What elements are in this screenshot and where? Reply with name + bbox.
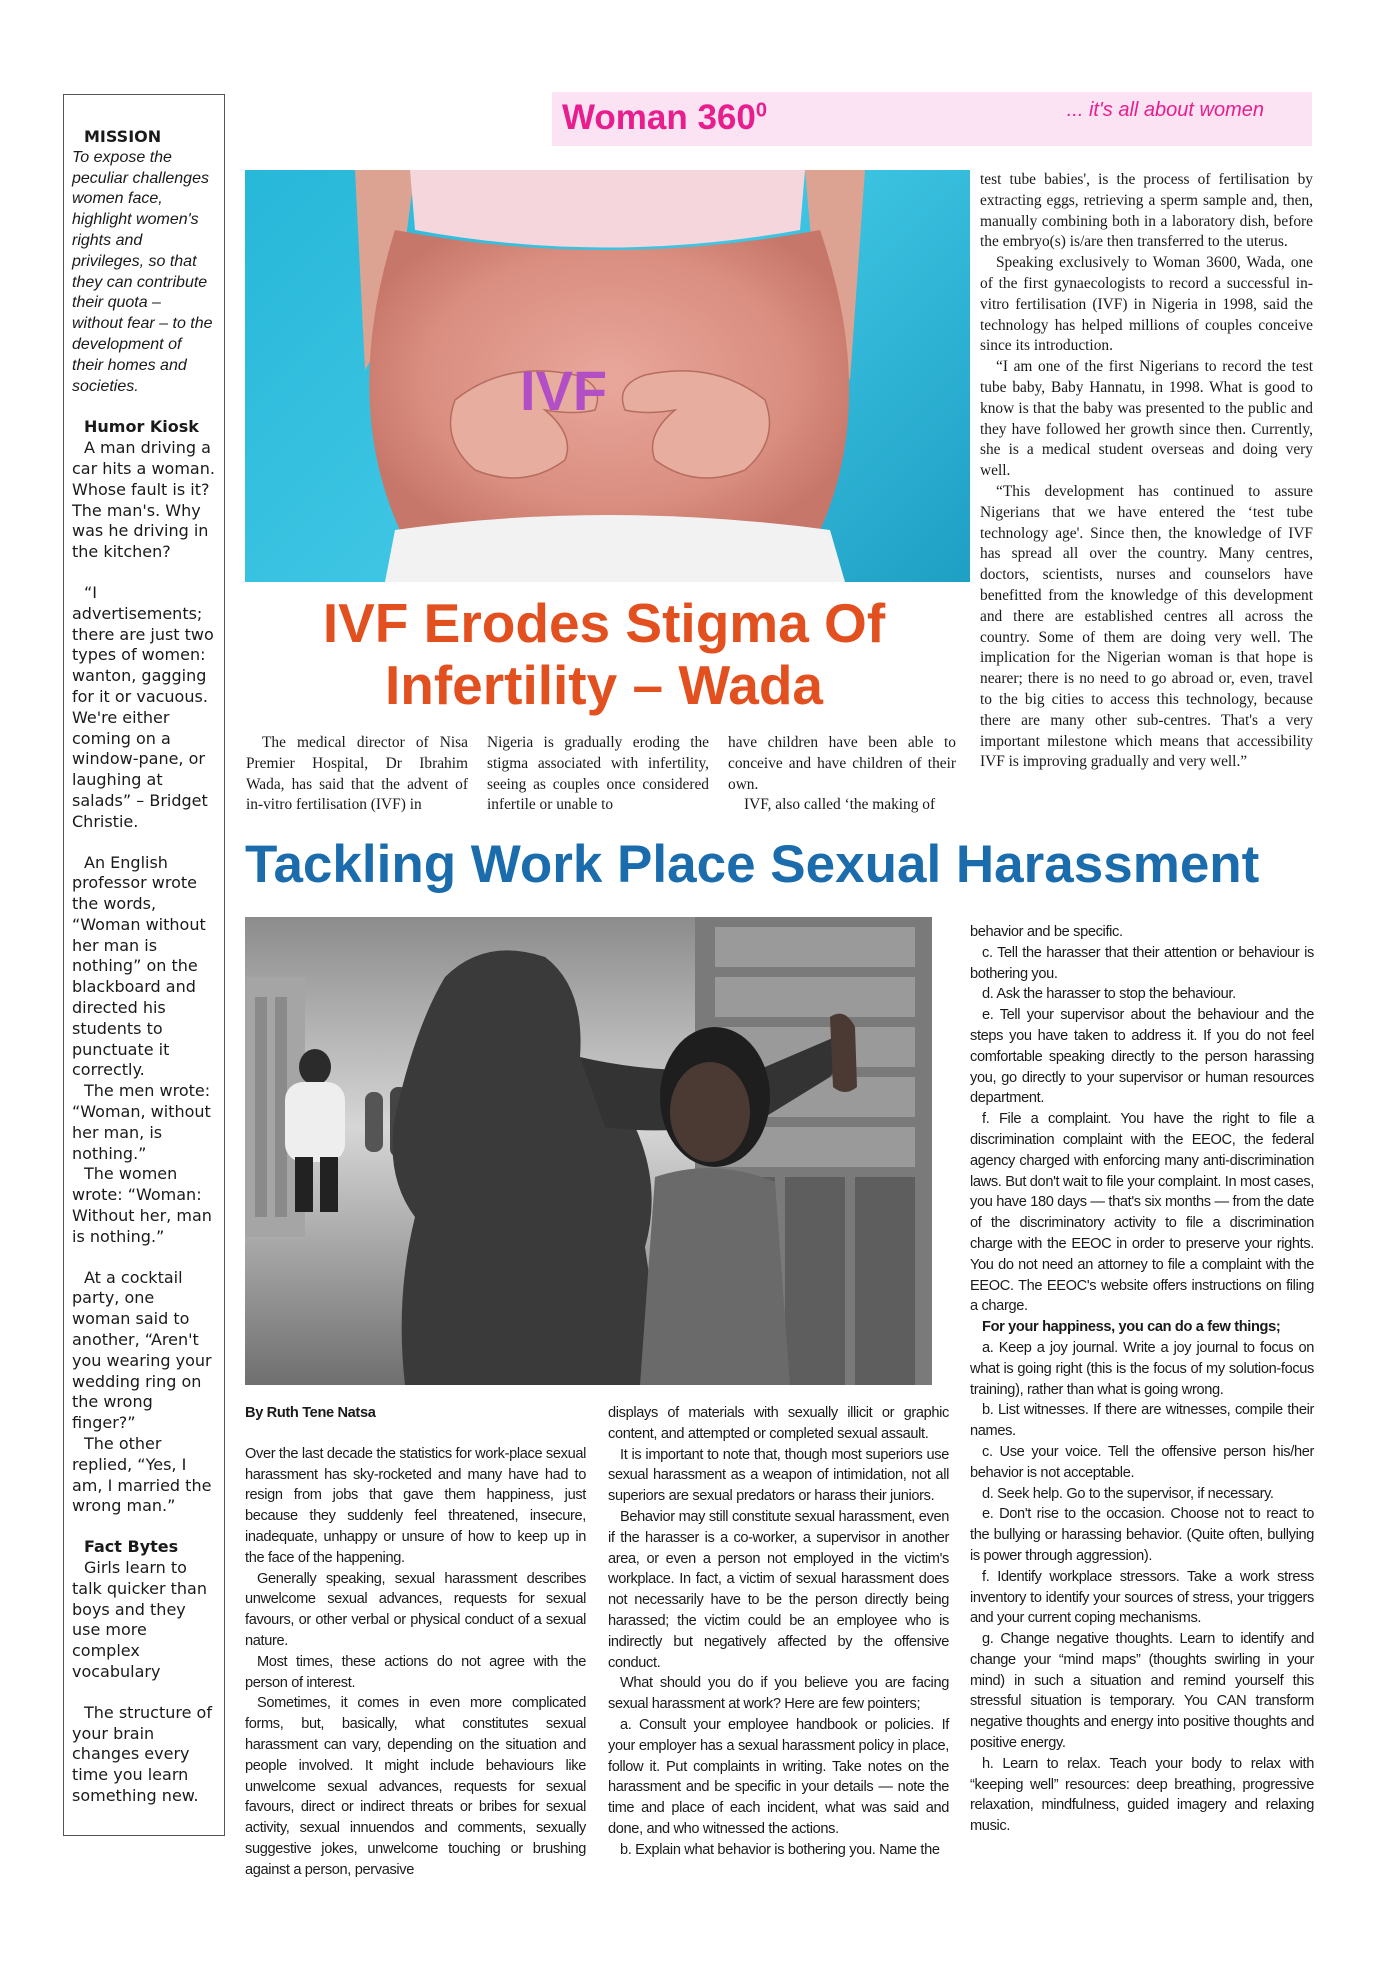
- harassment-paragraph: a. Keep a joy journal. Write a joy journal to focus on what is going right (this is the focus of my solution-focus training), rather than what is going wrong.: [970, 1339, 1314, 1398]
- harassment-subheading: For your happiness, you can do a few things;: [982, 1319, 1281, 1336]
- harassment-paragraph: Over the last decade the statistics for work-place sexual harassment has sky-rocketed and many have had to resign from jobs that gave them happiness, just because they suddenly feel threatened, insecure, inadequate, unhappy or unsure of how to keep up in the face of the happening.: [245, 1445, 587, 1566]
- ivf-column-1: [246, 733, 468, 816]
- harassment-paragraph: e. Tell your supervisor about the behaviour and the steps you have taken to address it. If you do not feel comfortable speaking directly to the person harassing you, go directly to your supervisor or human resources department.: [970, 1007, 1314, 1107]
- harassment-photo-illustration: [245, 917, 932, 1385]
- fact-bytes-heading: Fact Bytes: [84, 1537, 179, 1557]
- mission-text: To expose the peculiar challenges women face, highlight women's rights and privileges, so that they can contribute their quota – without fear – to the development of their homes and societies.: [72, 148, 213, 395]
- harassment-paragraph: It is important to note that, though most superiors use sexual harassment as a weapon of intimidation, not all superiors are sexual predators or harass their juniors.: [608, 1446, 949, 1505]
- fact-2: The structure of your brain changes every time you learn something new.: [72, 1702, 212, 1805]
- ivf-paragraph: The medical director of Nisa Premier Hospital, Dr Ibrahim Wada, has said that the advent of in-vitro fertilisation (IVF) in: [246, 734, 468, 814]
- ivf-column-4: [980, 170, 1313, 773]
- humor-joke-4-reply: The other replied, “Yes, I am, I married the wrong man.”: [72, 1434, 212, 1516]
- harassment-paragraph: Most times, these actions do not agree with the person of interest.: [245, 1653, 586, 1691]
- section-title: Woman $360^0$: [562, 98, 767, 137]
- section-tagline: ... it's all about women: [1066, 99, 1264, 121]
- humor-kiosk-heading: Humor Kiosk: [84, 417, 199, 437]
- ivf-headline: IVF Erodes Stigma Of Infertility – Wada: [322, 592, 886, 716]
- harassment-paragraph: g. Change negative thoughts. Learn to identify and change your “mind maps” (thoughts swirling in your mind) in such a situation and remind yourself this stressful situation is temporary. You CAN transform negative thoughts and energy into positive thoughts and positive energy.: [970, 1631, 1314, 1752]
- ivf-photo-illustration: [245, 170, 970, 582]
- harassment-paragraph: d. Seek help. Go to the supervisor, if necessary.: [982, 1485, 1274, 1502]
- ivf-paragraph: Nigeria is gradually eroding the stigma associated with infertility, seeing as couples once considered infertile or unable to: [487, 734, 709, 814]
- humor-joke-1: A man driving a car hits a woman. Whose fault is it? The man's. Why was he driving in the kitchen?: [72, 438, 215, 562]
- ivf-column-3: [728, 733, 956, 816]
- ivf-paragraph: IVF, also called ‘the making of: [744, 796, 936, 814]
- ivf-paragraph: test tube babies', is the process of fertilisation by extracting eggs, retrieving a sperm sample and, then, manually combining both in a laboratory dish, before the embryo(s) is/are then transferred to the uterus.: [980, 171, 1313, 251]
- harassment-paragraph: b. List witnesses. If there are witnesses, compile their names.: [970, 1402, 1314, 1440]
- mission-heading: MISSION: [84, 127, 162, 146]
- harassment-paragraph: Generally speaking, sexual harassment describes unwelcome sexual advances, requests for sexual favours, or other verbal or physical conduct of a sexual nature.: [245, 1570, 586, 1649]
- harassment-paragraph: d. Ask the harasser to stop the behaviour.: [982, 986, 1236, 1003]
- harassment-hallway-photo: [245, 917, 932, 1385]
- harassment-paragraph: h. Learn to relax. Teach your body to relax with “keeping well” resources: deep breathing, progressive relaxation, mindfulness, guided imagery and relaxing music.: [970, 1755, 1314, 1835]
- ivf-paragraph: “I am one of the first Nigerians to record the test tube baby, Baby Hannatu, in 1998. What is good to know is that the baby was presented to the public and they have followed her growth since then. Currently, she is a medical student overseas and doing very well.: [980, 358, 1313, 480]
- ivf-column-2: [487, 733, 709, 816]
- humor-joke-3-men: The men wrote: “Woman, without her man, is nothing.”: [72, 1081, 211, 1163]
- harassment-paragraph: c. Tell the harasser that their attention or behaviour is bothering you.: [970, 944, 1314, 982]
- harassment-paragraph: f. File a complaint. You have the right to file a discrimination complaint with the EEOC, the federal agency charged with enforcing many anti-discrimination laws. But don't wait to file your complaint. In most cases, you have 180 days — that's six months — from the date of the discriminatory activity to file a discrimination charge with the EEOC in order to preserve your rights. You do not need an attorney to file a complaint with the EEOC. The EEOC's website offers instructions on filing a charge.: [970, 1111, 1314, 1315]
- harassment-column-1: [245, 1403, 586, 1881]
- harassment-paragraph: f. Identify workplace stressors. Take a work stress inventory to identify your sources of stress, your triggers and your current coping mechanisms.: [970, 1568, 1314, 1627]
- harassment-paragraph: a. Consult your employee handbook or policies. If your employer has a sexual harassment policy in place, follow it. Put complaints in writing. Take notes on the harassment and be specific in your details — note the time and place of each incident, what was said and done, and who witnessed the actions.: [608, 1716, 949, 1837]
- byline: By Ruth Tene Natsa: [245, 1405, 376, 1421]
- harassment-paragraph: c. Use your voice. Tell the offensive person his/her behavior is not acceptable.: [970, 1443, 1314, 1481]
- harassment-headline: Tackling Work Place Sexual Harassment: [245, 835, 1260, 894]
- harassment-column-3: [970, 922, 1314, 1837]
- fact-1: Girls learn to talk quicker than boys and they use more complex vocabulary: [72, 1558, 207, 1681]
- harassment-column-2: [608, 1403, 949, 1861]
- humor-joke-3: An English professor wrote the words, “Woman without her man is nothing” on the blackboard and directed his students to punctuate it correctly.: [72, 852, 206, 1080]
- humor-joke-2: “I advertisements; there are just two types of women: wanton, gagging for it or vacuous. We're either coming on a window-pane, or laughing at salads” – Bridget Christie.: [72, 582, 214, 831]
- section-header: [552, 92, 1312, 146]
- harassment-paragraph: displays of materials with sexually illicit or graphic content, and attempted or completed sexual assault.: [608, 1405, 949, 1442]
- harassment-paragraph: b. Explain what behavior is bothering you. Name the: [620, 1841, 940, 1858]
- ivf-letters-prop: IVF: [520, 359, 608, 422]
- harassment-paragraph: behavior and be specific.: [970, 924, 1123, 940]
- ivf-paragraph: Speaking exclusively to Woman 3600, Wada, one of the first gynaecologists to record a successful in-vitro fertilisation (IVF) in Nigeria in 1998, said the technology has helped millions of couples conceive since its introduction.: [980, 254, 1313, 355]
- ivf-pregnant-belly-photo: [245, 170, 970, 582]
- humor-joke-4: At a cocktail party, one woman said to another, “Aren't you wearing your wedding ring on the wrong finger?”: [72, 1267, 212, 1433]
- humor-joke-3-women: The women wrote: “Woman: Without her, man is nothing.”: [72, 1164, 212, 1246]
- harassment-paragraph: What should you do if you believe you are facing sexual harassment at work? Here are few pointers;: [608, 1675, 949, 1713]
- sidebar: [63, 94, 225, 1836]
- ivf-paragraph: “This development has continued to assure Nigerians that we have entered the ‘test tube technology age'. Since then, the knowledge of IVF has spread all over the country. Many centres, doctors, scientists, nurses and counselors have benefitted from the knowledge of this development and there are established centres all across the country. Some of them are doing very well. The implication for the Nigerian woman is that hope is nearer; there is no need to go abroad or, even, travel to the big cities to access this technology, because there are many other sub-centres. That's a very important milestone which means that accessibility IVF is improving gradually and very well.”: [980, 482, 1313, 771]
- harassment-paragraph: e. Don't rise to the occasion. Choose not to react to the bullying or harassing behavior. (Quite often, bullying is power through aggression).: [970, 1506, 1314, 1564]
- harassment-paragraph: Behavior may still constitute sexual harassment, even if the harasser is a co-worker, a supervisor in another area, or even a person not employed in the victim's workplace. In fact, a victim of sexual harassment does not necessarily have to be the person directly being harassed; the victim could be an employee who is indirectly but negatively affected by the offensive conduct.: [608, 1508, 949, 1671]
- ivf-paragraph: have children have been able to conceive and have children of their own.: [728, 734, 956, 793]
- harassment-paragraph: Sometimes, it comes in even more complicated forms, but, basically, what constitutes sexual harassment can vary, depending on the situation and people involved. It might include behaviours like unwelcome sexual advances, requests for sexual favours, direct or indirect threats or bribes for sexual activity, sexual innuendos and comments, sexually suggestive jokes, unwelcome touching or brushing against a person, pervasive: [245, 1695, 586, 1878]
